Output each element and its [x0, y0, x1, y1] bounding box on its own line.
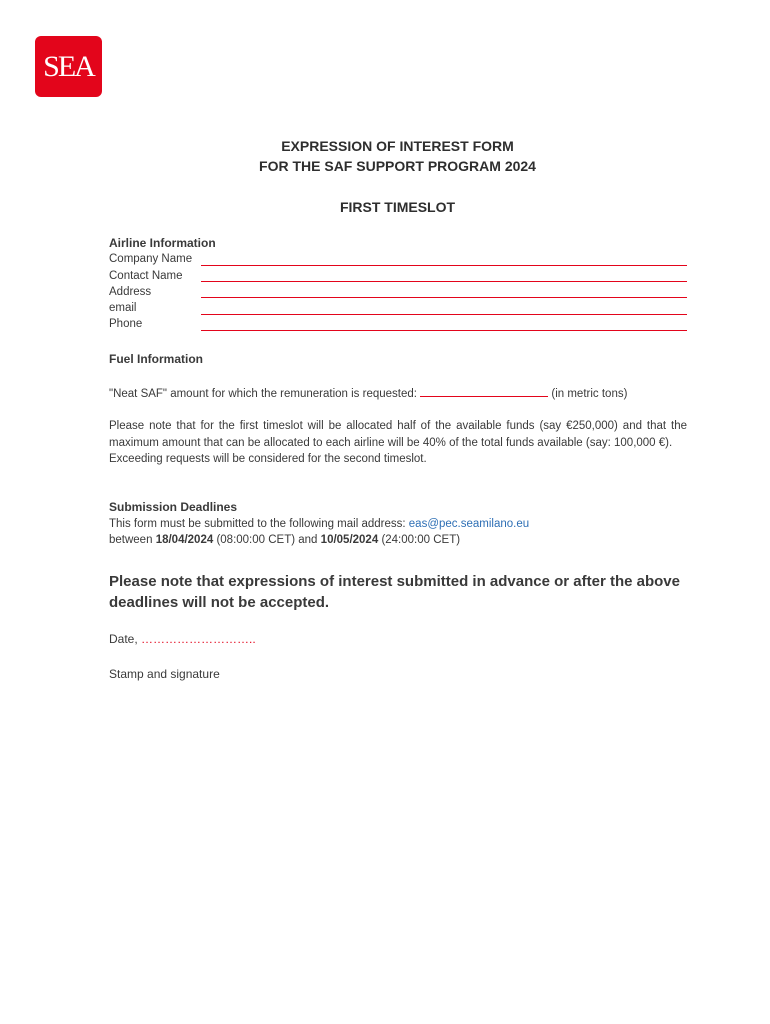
address-label: Address — [109, 285, 152, 298]
timeslot-heading: FIRST TIMESLOT — [339, 199, 456, 215]
email-field[interactable] — [201, 304, 687, 315]
allocation-note — [109, 418, 687, 468]
submission-address-line — [109, 516, 687, 533]
company-name-row — [109, 252, 687, 268]
neat-saf-unit: (in metric tons) — [551, 388, 628, 400]
neat-saf-amount-field[interactable] — [420, 387, 548, 397]
company-name-field[interactable] — [201, 255, 687, 266]
end-time: (24:00:00 CET) — [381, 534, 461, 546]
submission-deadlines-heading: Submission Deadlines — [109, 500, 238, 514]
airline-information-heading: Airline Information — [109, 236, 216, 250]
email-label: email — [109, 302, 137, 315]
submission-window-line — [109, 532, 687, 549]
stamp-and-signature-label: Stamp and signature — [109, 667, 220, 681]
neat-saf-row — [109, 386, 687, 403]
deadline-warning: Please note that expressions of interest submitted in advance or after the above deadlines will not be accepted. — [109, 573, 680, 611]
start-time: (08:00:00 CET) and — [216, 534, 318, 546]
form-title-line-2: FOR THE SAF SUPPORT PROGRAM 2024 — [259, 158, 536, 174]
neat-saf-label: "Neat SAF" amount for which the remuneration is requested: — [109, 388, 417, 400]
contact-name-field[interactable] — [201, 271, 687, 282]
date-field[interactable]: ……………………….. — [141, 632, 256, 646]
date-row — [109, 631, 687, 648]
phone-field[interactable] — [201, 320, 687, 331]
start-date: 18/04/2024 — [155, 534, 214, 546]
sea-logo — [35, 36, 102, 97]
address-row — [109, 284, 687, 300]
date-label: Date, — [109, 632, 138, 646]
contact-name-label: Contact Name — [109, 269, 183, 282]
contact-name-row — [109, 268, 687, 284]
phone-label: Phone — [109, 318, 143, 331]
airline-information-section — [109, 235, 687, 333]
fuel-information-heading: Fuel Information — [109, 352, 203, 366]
email-row — [109, 300, 687, 316]
address-field[interactable] — [201, 287, 687, 298]
form-title-line-1: EXPRESSION OF INTEREST FORM — [281, 138, 514, 154]
allocation-note-paragraph: Please note that for the first timeslot will be allocated half of the available funds (say €250,000) and that the maximum amount that can be allocated to each airline will be 40% of the total funds available (say: 100,000 €). — [109, 420, 687, 449]
submission-address-label: This form must be submitted to the following mail address: — [109, 517, 406, 530]
exceeding-requests-note: Exceeding requests will be considered for the second timeslot. — [109, 453, 427, 465]
between-label: between — [109, 534, 153, 546]
form-title — [0, 136, 770, 176]
sea-logo-text: SEA — [43, 49, 94, 83]
submission-email-link[interactable]: eas@pec.seamilano.eu — [408, 517, 530, 530]
end-date: 10/05/2024 — [320, 534, 379, 546]
company-name-label: Company Name — [109, 253, 193, 266]
phone-row — [109, 317, 687, 333]
submission-deadlines-section — [109, 499, 687, 549]
